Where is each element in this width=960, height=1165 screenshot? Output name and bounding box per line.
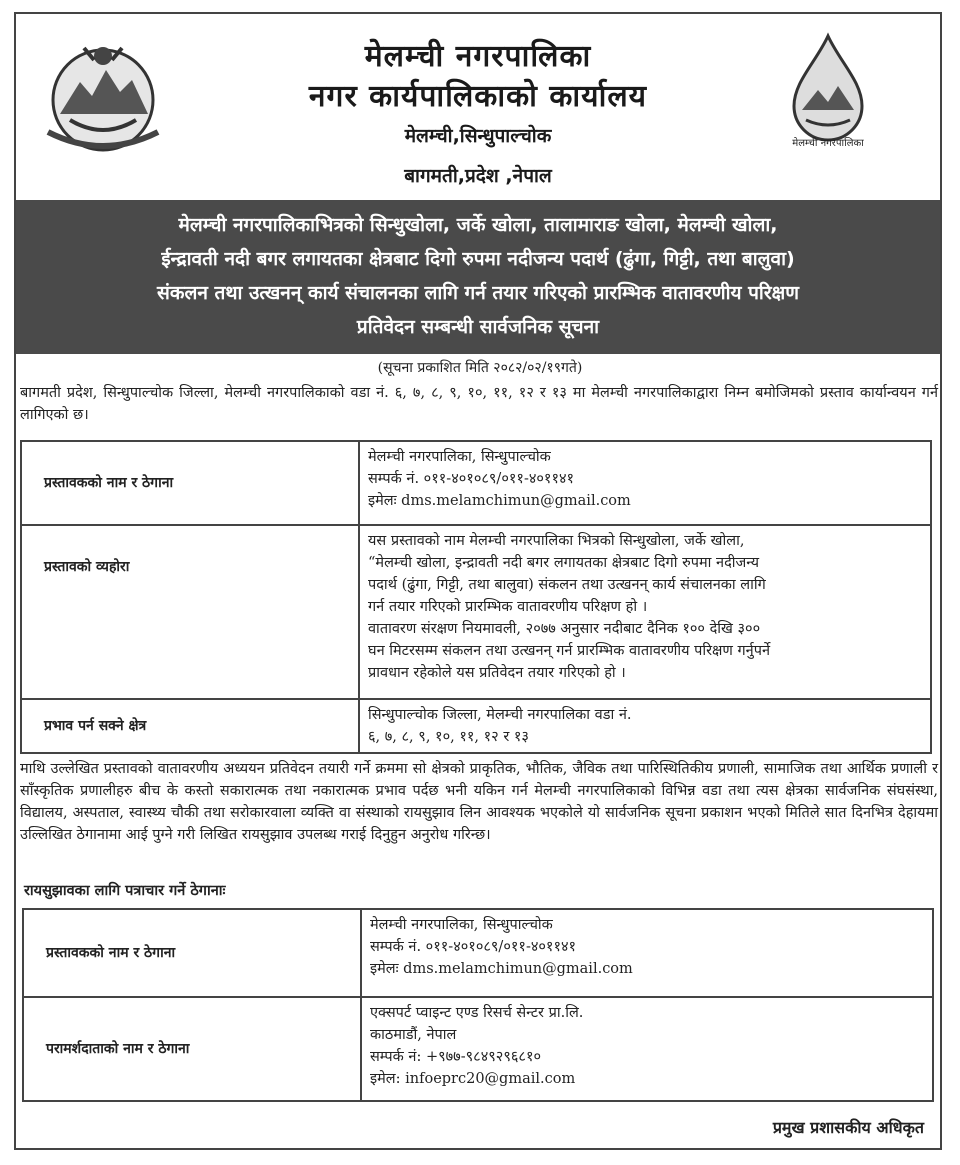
header <box>16 14 940 200</box>
value-line: ६, ७, ८, ९, १०, ११, १२ र १३ <box>368 729 529 745</box>
table-row <box>23 909 933 997</box>
value-line: इमेलः dms.melamchimun@gmail.com <box>370 961 633 977</box>
title-province: बागमती,प्रदेश ,नेपाल <box>404 165 552 187</box>
title-office: नगर कार्यपालिकाको कार्यालय <box>308 79 648 114</box>
value-line: काठमाडौं, नेपाल <box>370 1027 457 1043</box>
value-line: वातावरण संरक्षण नियमावली, २०७७ अनुसार नदीबाट दैनिक १०० देखि ३०० <box>368 621 761 637</box>
proposal-table <box>20 440 932 754</box>
value-line: प्रावधान रहेकोले यस प्रतिवेदन तयार गरिएको हो । <box>368 665 626 681</box>
contact-table <box>22 908 934 1102</box>
logo-caption: मेलम्ची नगरपालिका <box>792 138 864 149</box>
row-label: प्रस्तावको व्यहोरा <box>21 525 359 699</box>
value-line: एक्सपर्ट प्वाइन्ट एण्ड रिसर्च सेन्टर प्रा.लि. <box>370 1005 584 1021</box>
value-line: घन मिटरसम्म संकलन तथा उत्खनन् गर्न प्रारम्भिक वातावरणीय परिक्षण गर्नुपर्ने <box>368 643 770 659</box>
value-line: सम्पर्क नं. ०११-४०१०८९/०११-४०११४१ <box>368 471 575 487</box>
value-line: सम्पर्क नं: +९७७-९८४९२९६८१० <box>370 1049 542 1065</box>
value-line: पदार्थ (ढुंगा, गिट्टी, तथा बालुवा) संकलन तथा उत्खनन् कार्य संचालनका लागि <box>368 577 766 593</box>
table-row <box>21 699 931 753</box>
table-row <box>23 997 933 1101</box>
value-line: यस प्रस्तावको नाम मेलम्ची नगरपालिका भित्रको सिन्धुखोला, जर्के खोला, <box>368 533 745 549</box>
banner-line: प्रतिवेदन सम्बन्धी सार्वजनिक सूचना <box>356 316 600 338</box>
value-line: सिन्धुपाल्चोक जिल्ला, मेलम्ची नगरपालिका वडा नं. <box>368 707 632 723</box>
publication-date: (सूचना प्रकाशित मिति २०८२/०२/१९गते) <box>377 360 583 376</box>
value-line: गर्न तयार गरिएको प्रारम्भिक वातावरणीय परिक्षण हो । <box>368 599 648 615</box>
intro-paragraph: बागमती प्रदेश, सिन्धुपाल्चोक जिल्ला, मेलम्ची नगरपालिकाको वडा नं. ६, ७, ८, ९, १०, ११, १२ र १३ मा मेलम्ची नगरपालिकाद्वारा निम्न बमोजिमको प्रस्ताव कार्यान्वयन गर्न लागिएको छ। <box>20 385 938 423</box>
signature-title: प्रमुख प्रशासकीय अधिकृत <box>772 1118 924 1137</box>
body-paragraph: माथि उल्लेखित प्रस्तावको वातावरणीय अध्ययन प्रतिवेदन तयारी गर्ने क्रममा सो क्षेत्रको प्राकृतिक, भौतिक, जैविक तथा पारिस्थितिकीय प्रणाली, सामाजिक तथा आर्थिक प्रणाली र साँस्कृतिक प्रणालीहरु बीच के कस्तो सकारात्मक तथा नकारात्मक प्रभाव पर्दछ भनी यकिन गर्न मेलम्ची नगरपालिकाको विभिन्न वडा तथा त्यस क्षेत्रका सार्वजनिक संघसंस्था, विद्यालय, अस्पताल, स्वास्थ्य चौकी तथा सरोकारवाला व्यक्ति वा संस्थाको रायसुझाव लिन आवश्यक भएकोले यो सार्वजनिक सूचना प्रकाशन भएको मितिले सात दिनभित्र देहायमा उल्लिखित ठेगानामा आई पुग्ने गरी लिखित रायसुझाव उपलब्ध गराई दिनुहुन अनुरोध गरिन्छ। <box>20 761 938 843</box>
row-value <box>361 909 933 997</box>
title-municipality: मेलम्ची नगरपालिका <box>364 39 592 74</box>
row-label: प्रस्तावकको नाम र ठेगाना <box>23 909 361 997</box>
value-line: इमेलः dms.melamchimun@gmail.com <box>368 493 631 509</box>
row-label: प्रभाव पर्न सक्ने क्षेत्र <box>21 699 359 753</box>
notice-title-banner <box>16 200 940 354</box>
value-line: इमेल: infoeprc20@gmail.com <box>370 1071 576 1087</box>
table-row <box>21 525 931 699</box>
address-heading: रायसुझावका लागि पत्राचार गर्ने ठेगानाः <box>24 883 226 899</box>
value-line: मेलम्ची नगरपालिका, सिन्धुपाल्चोक <box>368 449 551 465</box>
value-line: “मेलम्ची खोला, इन्द्रावती नदी बगर लगायतका क्षेत्रबाट दिगो रुपमा नदीजन्य <box>368 555 759 571</box>
title-location: मेलम्ची,सिन्धुपाल्चोक <box>404 125 552 147</box>
row-value <box>359 441 931 525</box>
value-line: सम्पर्क नं. ०११-४०१०८९/०११-४०११४१ <box>370 939 577 955</box>
banner-line: ईन्द्रावती नदी बगर लगायतका क्षेत्रबाट दिगो रुपमा नदीजन्य पदार्थ (ढुंगा, गिट्टी, तथा बालुवा) <box>161 248 795 270</box>
banner-line: मेलम्ची नगरपालिकाभित्रको सिन्धुखोला, जर्के खोला, तालामाराङ खोला, मेलम्ची खोला, <box>178 214 778 236</box>
row-value <box>359 525 931 699</box>
melamchi-logo-icon <box>776 32 880 152</box>
value-line: मेलम्ची नगरपालिका, सिन्धुपाल्चोक <box>370 917 553 933</box>
table-row <box>21 441 931 525</box>
row-label: परामर्शदाताको नाम र ठेगाना <box>23 997 361 1101</box>
row-value <box>359 699 931 753</box>
row-label: प्रस्तावकको नाम र ठेगाना <box>21 441 359 525</box>
row-value <box>361 997 933 1101</box>
banner-line: संकलन तथा उत्खनन् कार्य संचालनका लागि गर्न तयार गरिएको प्रारम्भिक वातावरणीय परिक्षण <box>157 282 799 304</box>
